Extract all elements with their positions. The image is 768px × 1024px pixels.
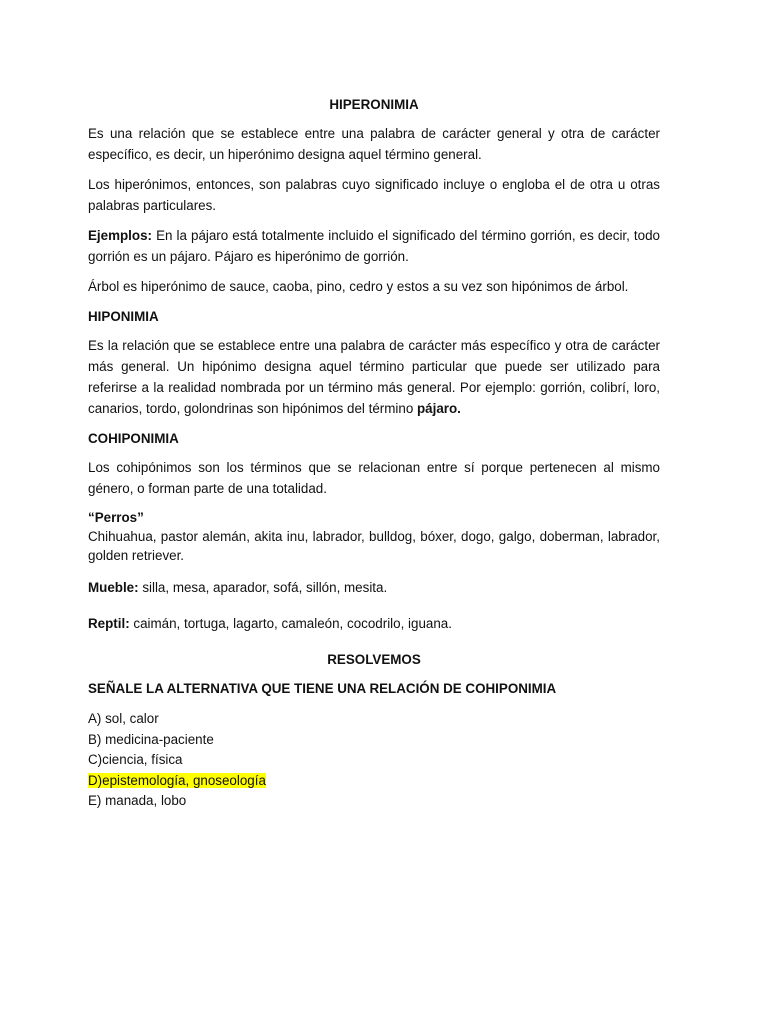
heading-resolvemos: RESOLVEMOS bbox=[327, 652, 421, 667]
mueble-text: silla, mesa, aparador, sofá, sillón, mesita. bbox=[138, 580, 388, 595]
document-page bbox=[88, 94, 660, 812]
paragraph-mueble bbox=[88, 577, 660, 598]
paragraph-definition-cohiponimia: Los cohipónimos son los términos que se relacionan entre sí porque pertenecen al mismo género, o forman parte de una totalidad. bbox=[88, 460, 660, 496]
option-b: B) medicina-paciente bbox=[88, 731, 214, 747]
ejemplos-label: Ejemplos: bbox=[88, 228, 152, 243]
option-c: C)ciencia, física bbox=[88, 752, 183, 767]
option-d-highlighted: D)epistemología, gnoseología bbox=[88, 772, 266, 788]
heading-hiponimia: HIPONIMIA bbox=[88, 309, 159, 324]
option-a: A) sol, calor bbox=[88, 711, 159, 726]
paragraph-reptil bbox=[88, 613, 660, 634]
paragraph-definition-hiperonimia: Es una relación que se establece entre una palabra de carácter general y otra de carácter específico, es decir, un hiperónimo designa aquel término general. bbox=[88, 126, 660, 162]
paragraph-ejemplos bbox=[88, 225, 660, 267]
option-d bbox=[88, 771, 660, 792]
paragraph-hiperonimos: Los hiperónimos, entonces, son palabras cuyo significado incluye o engloba el de otra u otras palabras particulares. bbox=[88, 177, 660, 213]
question-text: SEÑALE LA ALTERNATIVA QUE TIENE UNA RELACIÓN DE COHIPONIMIA bbox=[88, 681, 557, 696]
heading-cohiponimia: COHIPONIMIA bbox=[88, 431, 179, 446]
reptil-label: Reptil: bbox=[88, 616, 130, 631]
paragraph-arbol: Árbol es hiperónimo de sauce, caoba, pino, cedro y estos a su vez son hipónimos de árbol. bbox=[88, 279, 629, 294]
perros-list: Chihuahua, pastor alemán, akita inu, labrador, bulldog, bóxer, dogo, galgo, doberman, labrador, golden retriever. bbox=[88, 529, 660, 563]
heading-hiperonimia: HIPERONIMIA bbox=[329, 97, 419, 112]
hiponimia-bold-term: pájaro. bbox=[417, 401, 461, 416]
answer-options bbox=[88, 709, 660, 812]
ejemplos-text: En la pájaro está totalmente incluido el significado del término gorrión, es decir, todo gorrión es un pájaro. Pájaro es hiperónimo de gorrión. bbox=[88, 228, 660, 264]
paragraph-definition-hiponimia bbox=[88, 335, 660, 419]
mueble-label: Mueble: bbox=[88, 580, 139, 595]
perros-title: “Perros” bbox=[88, 510, 144, 525]
option-e: E) manada, lobo bbox=[88, 793, 187, 808]
reptil-text: caimán, tortuga, lagarto, camaleón, cocodrilo, iguana. bbox=[129, 616, 452, 631]
perros-block bbox=[88, 508, 660, 565]
hiponimia-text: Es la relación que se establece entre una palabra de carácter más específico y otra de carácter más general. Un hipónimo designa aquel término particular que puede ser utilizado para referirse a la realidad nombrada por un término más general. Por ejemplo: gorrión, colibrí, loro, canarios, tordo, golondrinas son hipónimos del término bbox=[88, 338, 660, 416]
